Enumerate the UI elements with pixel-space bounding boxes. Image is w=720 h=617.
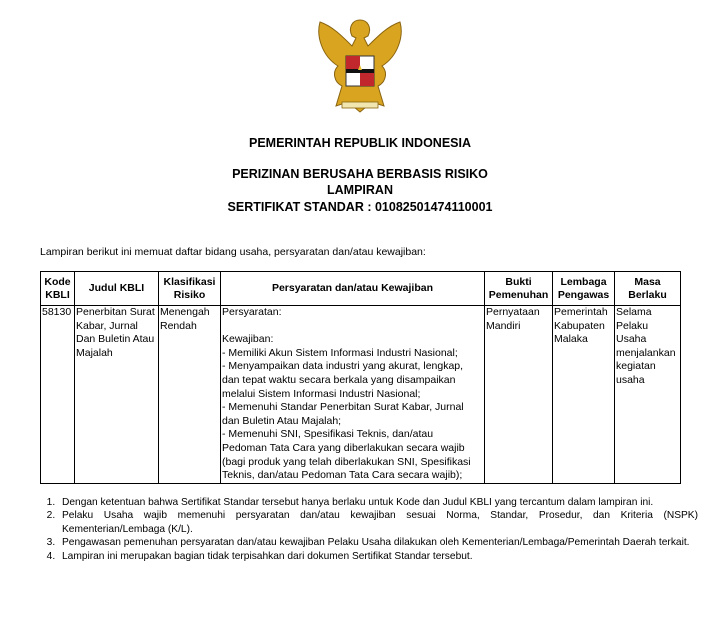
cell-masa: Selama Pelaku Usaha menjalankan kegiatan usaha xyxy=(615,306,681,484)
cell-risiko: Menengah Rendah xyxy=(159,306,221,484)
cell-bukti: Pernyataan Mandiri xyxy=(485,306,553,484)
col-lembaga: Lembaga Pengawas xyxy=(553,272,615,306)
attachment-title: LAMPIRAN xyxy=(327,183,393,197)
col-risiko: Klasifikasi Risiko xyxy=(159,272,221,306)
notes-list xyxy=(40,496,698,563)
note-item: 4. Lampiran ini merupakan bagian tidak terpisahkan dari dokumen Sertifikat Standar tersebut. xyxy=(58,550,698,563)
col-bukti: Bukti Pemenuhan xyxy=(485,272,553,306)
col-kode: Kode KBLI xyxy=(41,272,75,306)
col-persyaratan: Persyaratan dan/atau Kewajiban xyxy=(221,272,485,306)
note-item: 3. Pengawasan pemenuhan persyaratan dan/atau kewajiban Pelaku Usaha dilakukan oleh Kementerian/Lembaga/Pemerintah Daerah terkait. xyxy=(58,536,698,549)
col-masa: Masa Berlaku xyxy=(615,272,681,306)
cell-judul: Penerbitan Surat Kabar, Jurnal Dan Buletin Atau Majalah xyxy=(75,306,159,484)
col-judul: Judul KBLI xyxy=(75,272,159,306)
table-header-row xyxy=(41,272,681,306)
cell-lembaga: Pemerintah Kabupaten Malaka xyxy=(553,306,615,484)
kbli-table xyxy=(40,271,681,484)
note-item: 2. Pelaku Usaha wajib memenuhi persyaratan dan/atau kewajiban sesuai Norma, Standar, Prosedur, dan Kriteria (NSPK) Kementerian/Lembaga (K/L). xyxy=(58,509,698,536)
intro-text: Lampiran berikut ini memuat daftar bidang usaha, persyaratan dan/atau kewajiban: xyxy=(40,246,426,258)
cell-kode: 58130 xyxy=(41,306,75,484)
garuda-pancasila-emblem xyxy=(312,16,408,116)
certificate-number: SERTIFIKAT STANDAR : 01082501474110001 xyxy=(227,200,493,214)
note-item: 1. Dengan ketentuan bahwa Sertifikat Standar tersebut hanya berlaku untuk Kode dan Judul KBLI yang tercantum dalam lampiran ini. xyxy=(58,496,698,509)
cell-persyaratan: Persyaratan: Kewajiban: - Memiliki Akun Sistem Informasi Industri Nasional; - Menyampaikan data industri yang akurat, lengkap, dan tepat waktu secara berkala yang disampaikan melalui Sistem Informasi Industri Nasional; - Memenuhi Standar Penerbitan Surat Kabar, Jurnal dan Buletin Atau Majalah; - Memenuhi SNI, Spesifikasi Teknis, dan/atau Pedoman Tata Cara yang diberlakukan secara wajib (bagi produk yang telah diberlakukan SNI, Spesifikasi Teknis, dan/atau Pedoman Tata Cara secara wajib); xyxy=(221,306,485,484)
table-row xyxy=(41,306,681,484)
permit-title: PERIZINAN BERUSAHA BERBASIS RISIKO xyxy=(232,167,488,181)
government-title: PEMERINTAH REPUBLIK INDONESIA xyxy=(248,136,471,150)
